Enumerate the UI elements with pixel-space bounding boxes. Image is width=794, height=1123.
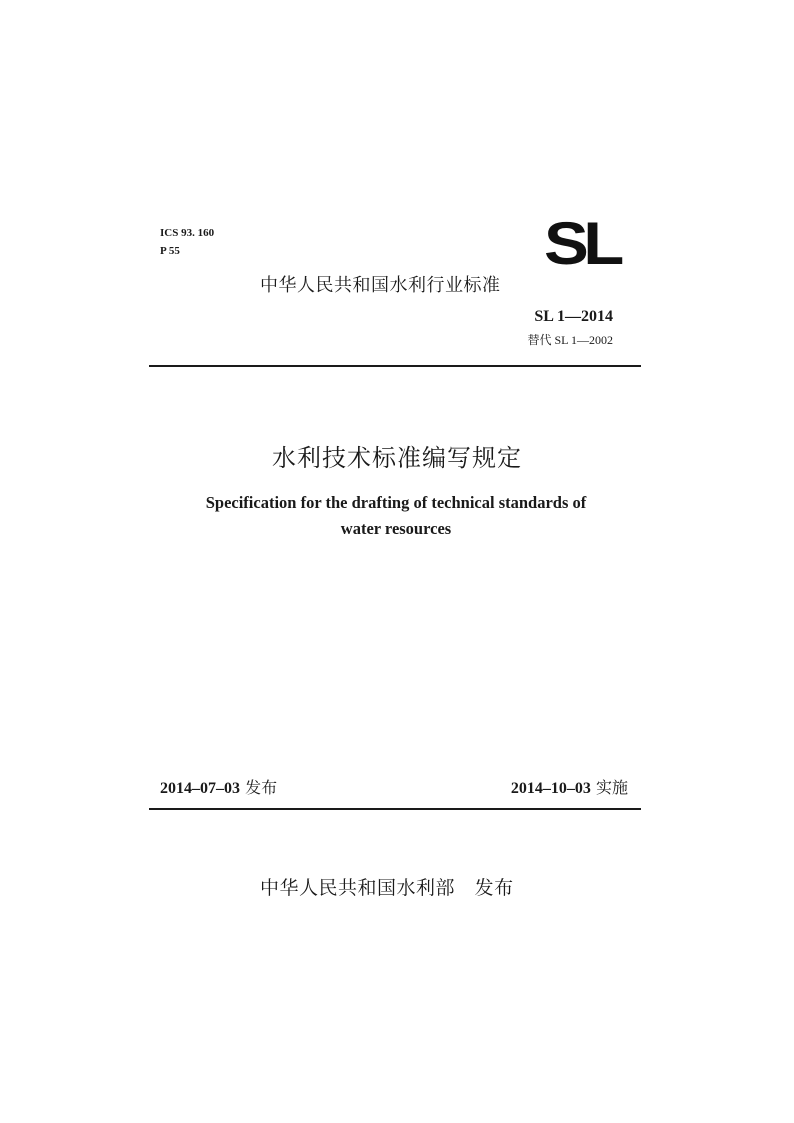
classification-code: P 55 xyxy=(160,245,180,257)
issue-date-block xyxy=(160,777,277,800)
publisher-line xyxy=(260,875,514,901)
replaces-standard: 替代 SL 1—2002 xyxy=(527,333,613,347)
implementation-date: 2014–10–03 xyxy=(510,780,591,797)
implementation-date-block xyxy=(511,777,628,800)
document-title-chinese: 水利技术标准编写规定 xyxy=(272,444,522,472)
ics-code: ICS 93. 160 xyxy=(160,227,215,239)
classification-codes xyxy=(160,224,214,260)
department-standard-title: 中华人民共和国水利行业标准 xyxy=(260,275,501,296)
sl-logo: SL xyxy=(544,210,619,277)
publisher-name: 中华人民共和国水利部 xyxy=(260,877,456,899)
bottom-divider xyxy=(149,808,641,810)
issue-label: 发布 xyxy=(245,778,278,797)
english-title-line-2: water resources xyxy=(340,519,452,538)
publisher-action: 发布 xyxy=(474,877,514,899)
document-title-english xyxy=(160,490,632,542)
standard-number: SL 1—2014 xyxy=(534,308,613,325)
top-divider xyxy=(149,365,641,367)
issue-date: 2014–07–03 xyxy=(160,780,240,797)
english-title-line-1: Specification for the drafting of technical standards of xyxy=(205,493,587,512)
implementation-label: 实施 xyxy=(595,778,628,797)
